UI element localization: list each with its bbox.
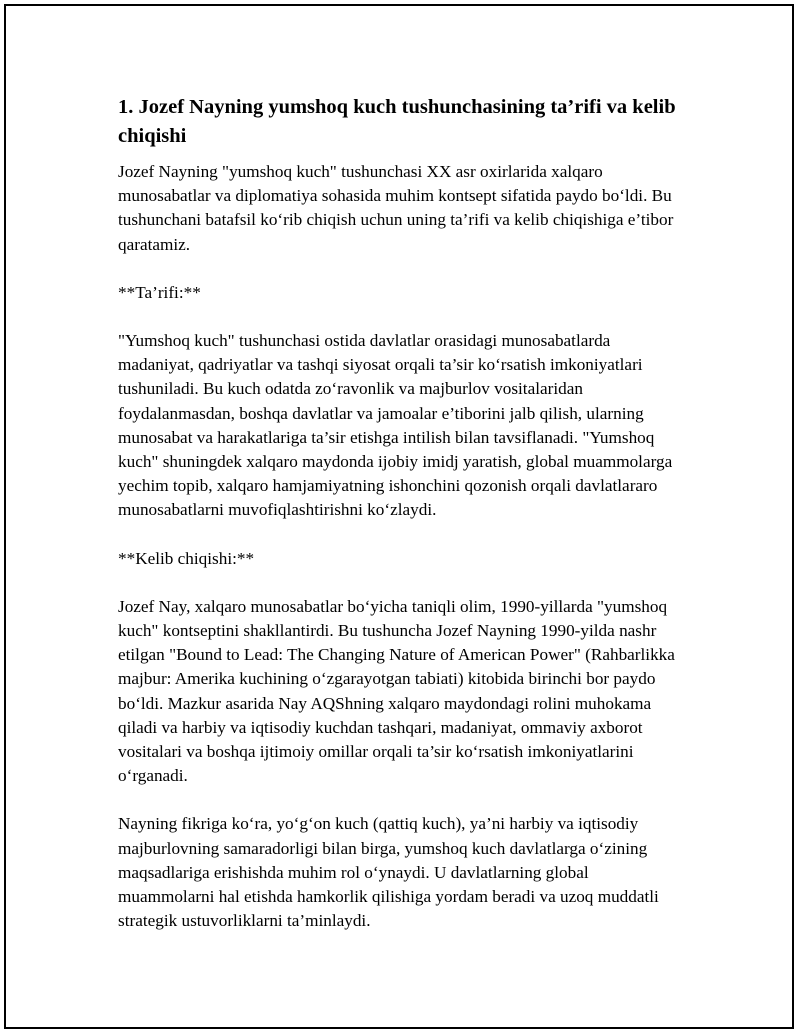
section-heading: 1. Jozef Nayning yumshoq kuch tushunchasining ta’rifi va kelib chiqishi	[118, 96, 676, 147]
document-body	[118, 93, 688, 957]
intro-paragraph: Jozef Nayning "yumshoq kuch" tushunchasi XX asr oxirlarida xalqaro munosabatlar va diplomatiya sohasida muhim kontsept sifatida paydo bo‘ldi. Bu tushunchani batafsil ko‘rib chiqish uchun uning ta’rifi va kelib chiqishiga e’tibor qaratamiz.	[118, 162, 674, 254]
origin-paragraph: Jozef Nay, xalqaro munosabatlar bo‘yicha taniqli olim, 1990-yillarda "yumshoq kuch" kontseptini shakllantirdi. Bu tushuncha Jozef Nayning 1990-yilda nashr etilgan "Bound to Lead: The Changing Nature of American Power" (Rahbarlikka majbur: Amerika kuchining o‘zgarayotgan tabiati) kitobida birinchi bor paydo bo‘ldi. Mazkur asarida Nay AQShning xalqaro maydondagi rolini muhokama qiladi va harbiy va iqtisodiy kuchdan tashqari, madaniyat, ommaviy axborot vositalari va boshqa ijtimoiy omillar orqali ta’sir ko‘rsatish imkoniyatlarini o‘rganadi.	[118, 596, 675, 786]
definition-subheading: **Ta’rifi:**	[118, 282, 201, 302]
conclusion-paragraph: Nayning fikriga ko‘ra, yo‘g‘on kuch (qattiq kuch), ya’ni harbiy va iqtisodiy majburlovning samaradorligi bilan birga, yumshoq kuch davlatlarga o‘zining maqsadlariga erishishda muhim rol o‘ynaydi. U davlatlarning global muammolarni hal etishda hamkorlik qilishiga yordam beradi va uzoq muddatli strategik ustuvorliklarni ta’minlaydi.	[118, 814, 659, 931]
origin-subheading: **Kelib chiqishi:**	[118, 548, 255, 568]
definition-paragraph: "Yumshoq kuch" tushunchasi ostida davlatlar orasidagi munosabatlarda madaniyat, qadriyatlar va tashqi siyosat orqali ta’sir ko‘rsatish imkoniyatlari tushuniladi. Bu kuch odatda zo‘ravonlik va majburlov vositalaridan foydalanmasdan, boshqa davlatlar va jamoalar e’tiborini jalb qilish, ularning munosabat va harakatlariga ta’sir etishga intilish bilan tavsiflanadi. "Yumshoq kuch" shuningdek xalqaro maydonda ijobiy imidj yaratish, global muammolarga yechim topib, xalqaro hamjamiyatning ishonchini qozonish orqali davlatlararo munosabatlarni muvofiqlashtirishni ko‘zlaydi.	[118, 331, 673, 520]
